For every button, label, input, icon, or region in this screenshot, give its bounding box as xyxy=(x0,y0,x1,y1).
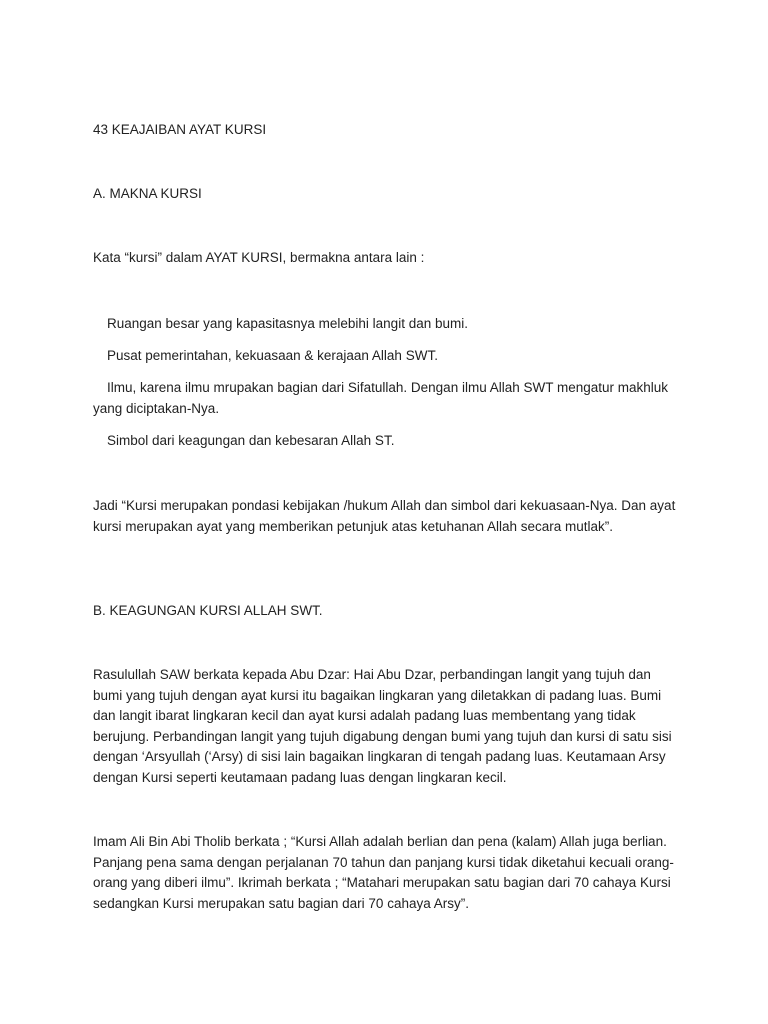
section-b-paragraph: Imam Ali Bin Abi Tholib berkata ; “Kursi Allah adalah berlian dan pena (kalam) Allah juga berlian. Panjang pena sama dengan perjalanan 70 tahun dan panjang kursi tidak diketahui kecuali orang-orang yang diberi ilmu”. Ikrimah berkata ; “Matahari merupakan satu bagian dari 70 cahaya Kursi sedangkan Kursi merupakan satu bagian dari 70 cahaya Arsy”. xyxy=(93,834,674,911)
conclusion-text: Jadi “Kursi merupakan pondasi kebijakan /hukum Allah dan simbol dari kekuasaan-Nya. Dan ayat kursi merupakan ayat yang memberikan petunjuk atas ketuhanan Allah secara mutlak”. xyxy=(93,498,676,534)
section-b-heading: B. KEAGUNGAN KURSI ALLAH SWT. xyxy=(93,603,323,618)
list-item xyxy=(93,378,683,419)
section-a-heading: A. MAKNA KURSI xyxy=(93,186,202,201)
section-b-paragraph: Rasulullah SAW berkata kepada Abu Dzar: Hai Abu Dzar, perbandingan langit yang tujuh dan bumi yang tujuh dengan ayat kursi itu bagaikan lingkaran yang diletakkan di padang luas. Bumi dan langit ibarat lingkaran kecil dan ayat kursi adalah padang luas membentang yang tidak berujung. Perbandingan langit yang tujuh digabung dengan bumi yang tujuh dan kursi di satu sisi dengan ‘Arsyullah (‘Arsy) di sisi lain bagaikan lingkaran di tengah padang luas. Keutamaan Arsy dengan Kursi seperti keutamaan padang luas dengan lingkaran kecil. xyxy=(93,667,672,785)
document-title: 43 KEAJAIBAN AYAT KURSI xyxy=(93,122,267,137)
list-item-text: Ilmu, karena ilmu mrupakan bagian dari Sifatullah. Dengan ilmu Allah SWT mengatur makhluk yang diciptakan-Nya. xyxy=(93,380,669,416)
list-item: Ruangan besar yang kapasitasnya melebihi langit dan bumi. xyxy=(107,316,468,331)
section-a-conclusion xyxy=(93,496,683,537)
section-a-intro: Kata “kursi” dalam AYAT KURSI, bermakna antara lain : xyxy=(93,250,425,265)
list-item: Simbol dari keagungan dan kebesaran Allah ST. xyxy=(107,433,395,448)
list-item: Pusat pemerintahan, kekuasaan & kerajaan Allah SWT. xyxy=(107,348,438,363)
